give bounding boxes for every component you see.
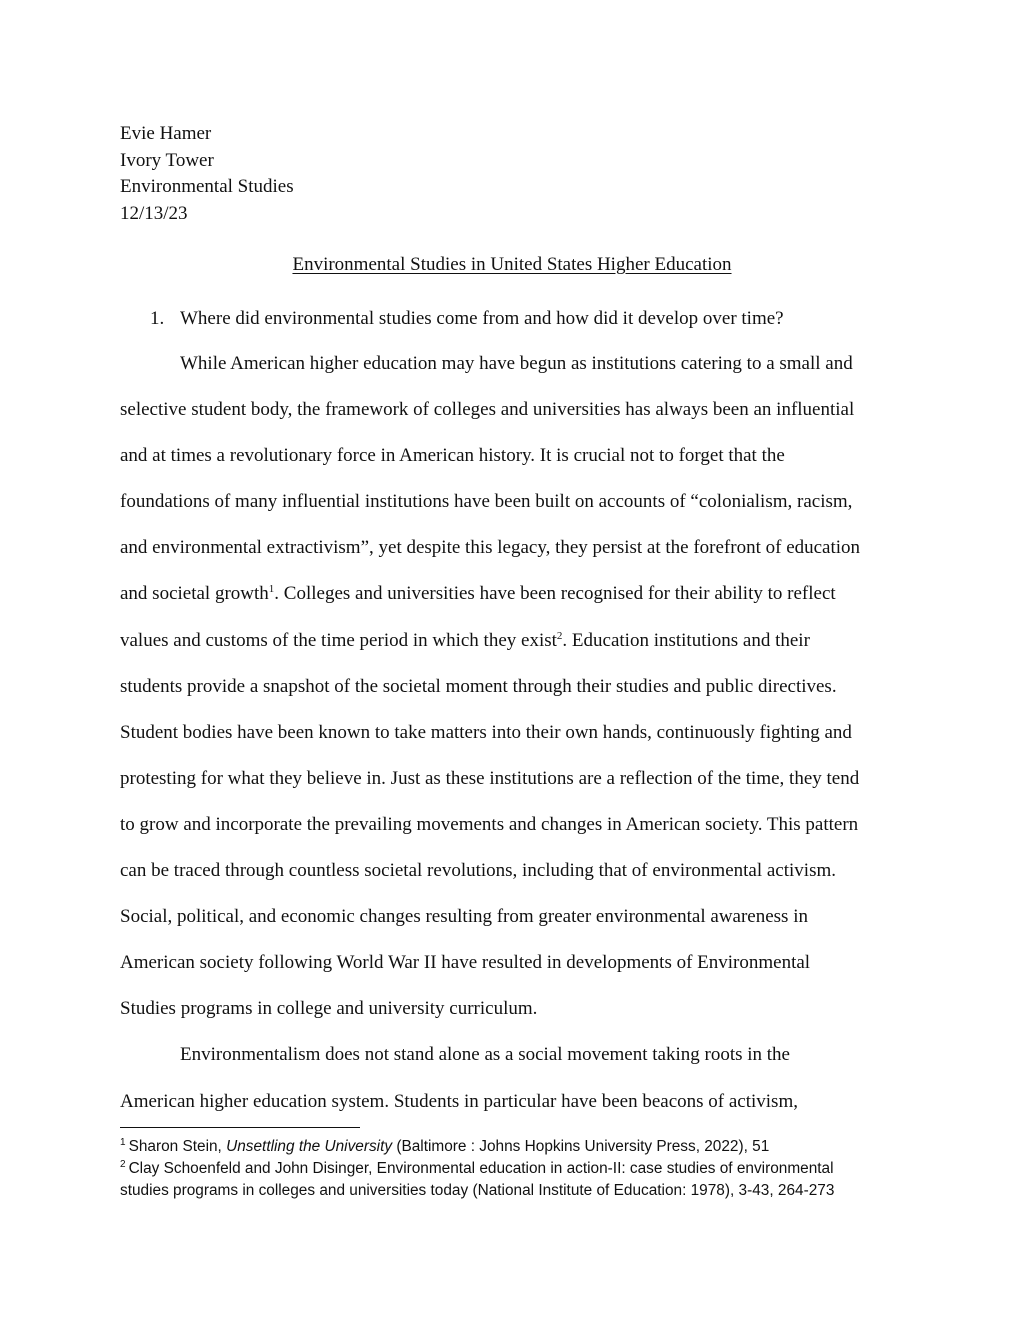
footnote-ref-2[interactable]: 2 <box>556 629 563 642</box>
footnote-book-title: Unsettling the University <box>226 1138 393 1155</box>
footnote-text: (Baltimore : Johns Hopkins University Press, 2022), 51 <box>392 1138 770 1155</box>
header-block <box>120 121 294 227</box>
paragraph-1-line: protesting for what they believe in. Just as these institutions are a reflection of the time, they tend <box>120 767 860 789</box>
footnote-number: 2 <box>120 1159 126 1170</box>
paragraph-2-line: Environmentalism does not stand alone as a social movement taking roots in the <box>180 1044 790 1066</box>
date: 12/13/23 <box>120 202 188 224</box>
footnotes <box>120 1136 920 1202</box>
paragraph-1-line: selective student body, the framework of colleges and universities has always been an influential <box>120 399 855 421</box>
question-item <box>150 308 784 330</box>
line-text: . Colleges and universities have been recognised for their ability to reflect <box>274 583 836 605</box>
footnote-number: 1 <box>120 1137 126 1148</box>
course-name: Ivory Tower <box>120 149 214 171</box>
footnote-2 <box>120 1158 920 1180</box>
paragraph-1-line <box>120 580 910 626</box>
footnote-text: Clay Schoenfeld and John Disinger, Environmental education in action-II: case studies of environmental <box>128 1160 834 1177</box>
line-text: values and customs of the time period in which they exist <box>120 629 557 651</box>
paragraph-1-line: American society following World War II have resulted in developments of Environmental <box>120 952 811 974</box>
body-text <box>120 350 910 1134</box>
line-text: . Education institutions and their <box>562 629 810 651</box>
footnote-text: Sharon Stein, <box>128 1138 227 1155</box>
paragraph-2-line: American higher education system. Students in particular have been beacons of activism, <box>120 1090 798 1112</box>
subject-name: Environmental Studies <box>120 176 294 197</box>
paragraph-1-line: Student bodies have been known to take matters into their own hands, continuously fighting and <box>120 721 852 743</box>
question-text: Where did environmental studies come from and how did it develop over time? <box>180 308 784 329</box>
paragraph-1-line: can be traced through countless societal revolutions, including that of environmental activism. <box>120 860 836 882</box>
document-title: Environmental Studies in United States Higher Education <box>292 254 732 275</box>
author-name: Evie Hamer <box>120 123 212 144</box>
paragraph-1-line: Social, political, and economic changes resulting from greater environmental awareness in <box>120 906 808 928</box>
paragraph-1-line: and at times a revolutionary force in American history. It is crucial not to forget that the <box>120 445 785 467</box>
paragraph-1-line: students provide a snapshot of the societal moment through their studies and public directives. <box>120 675 837 697</box>
paragraph-1-line: to grow and incorporate the prevailing movements and changes in American society. This pattern <box>120 813 859 835</box>
paragraph-1-line: Studies programs in college and university curriculum. <box>120 998 538 1020</box>
footnote-1 <box>120 1136 920 1158</box>
paragraph-1-line: foundations of many influential institutions have been built on accounts of “colonialism, racism, <box>120 491 853 513</box>
footnote-separator <box>120 1127 360 1128</box>
paragraph-1-line <box>120 627 910 673</box>
line-text: and societal growth <box>120 583 269 605</box>
paragraph-1-line: and environmental extractivism”, yet despite this legacy, they persist at the forefront of education <box>120 537 861 559</box>
paragraph-1-line: While American higher education may have begun as institutions catering to a small and <box>180 353 853 374</box>
footnote-ref-1[interactable]: 1 <box>268 583 275 596</box>
footnote-2-continuation: studies programs in colleges and universities today (National Institute of Education: 1978), 3-43, 264-273 <box>120 1182 835 1199</box>
question-number: 1. <box>150 308 165 329</box>
